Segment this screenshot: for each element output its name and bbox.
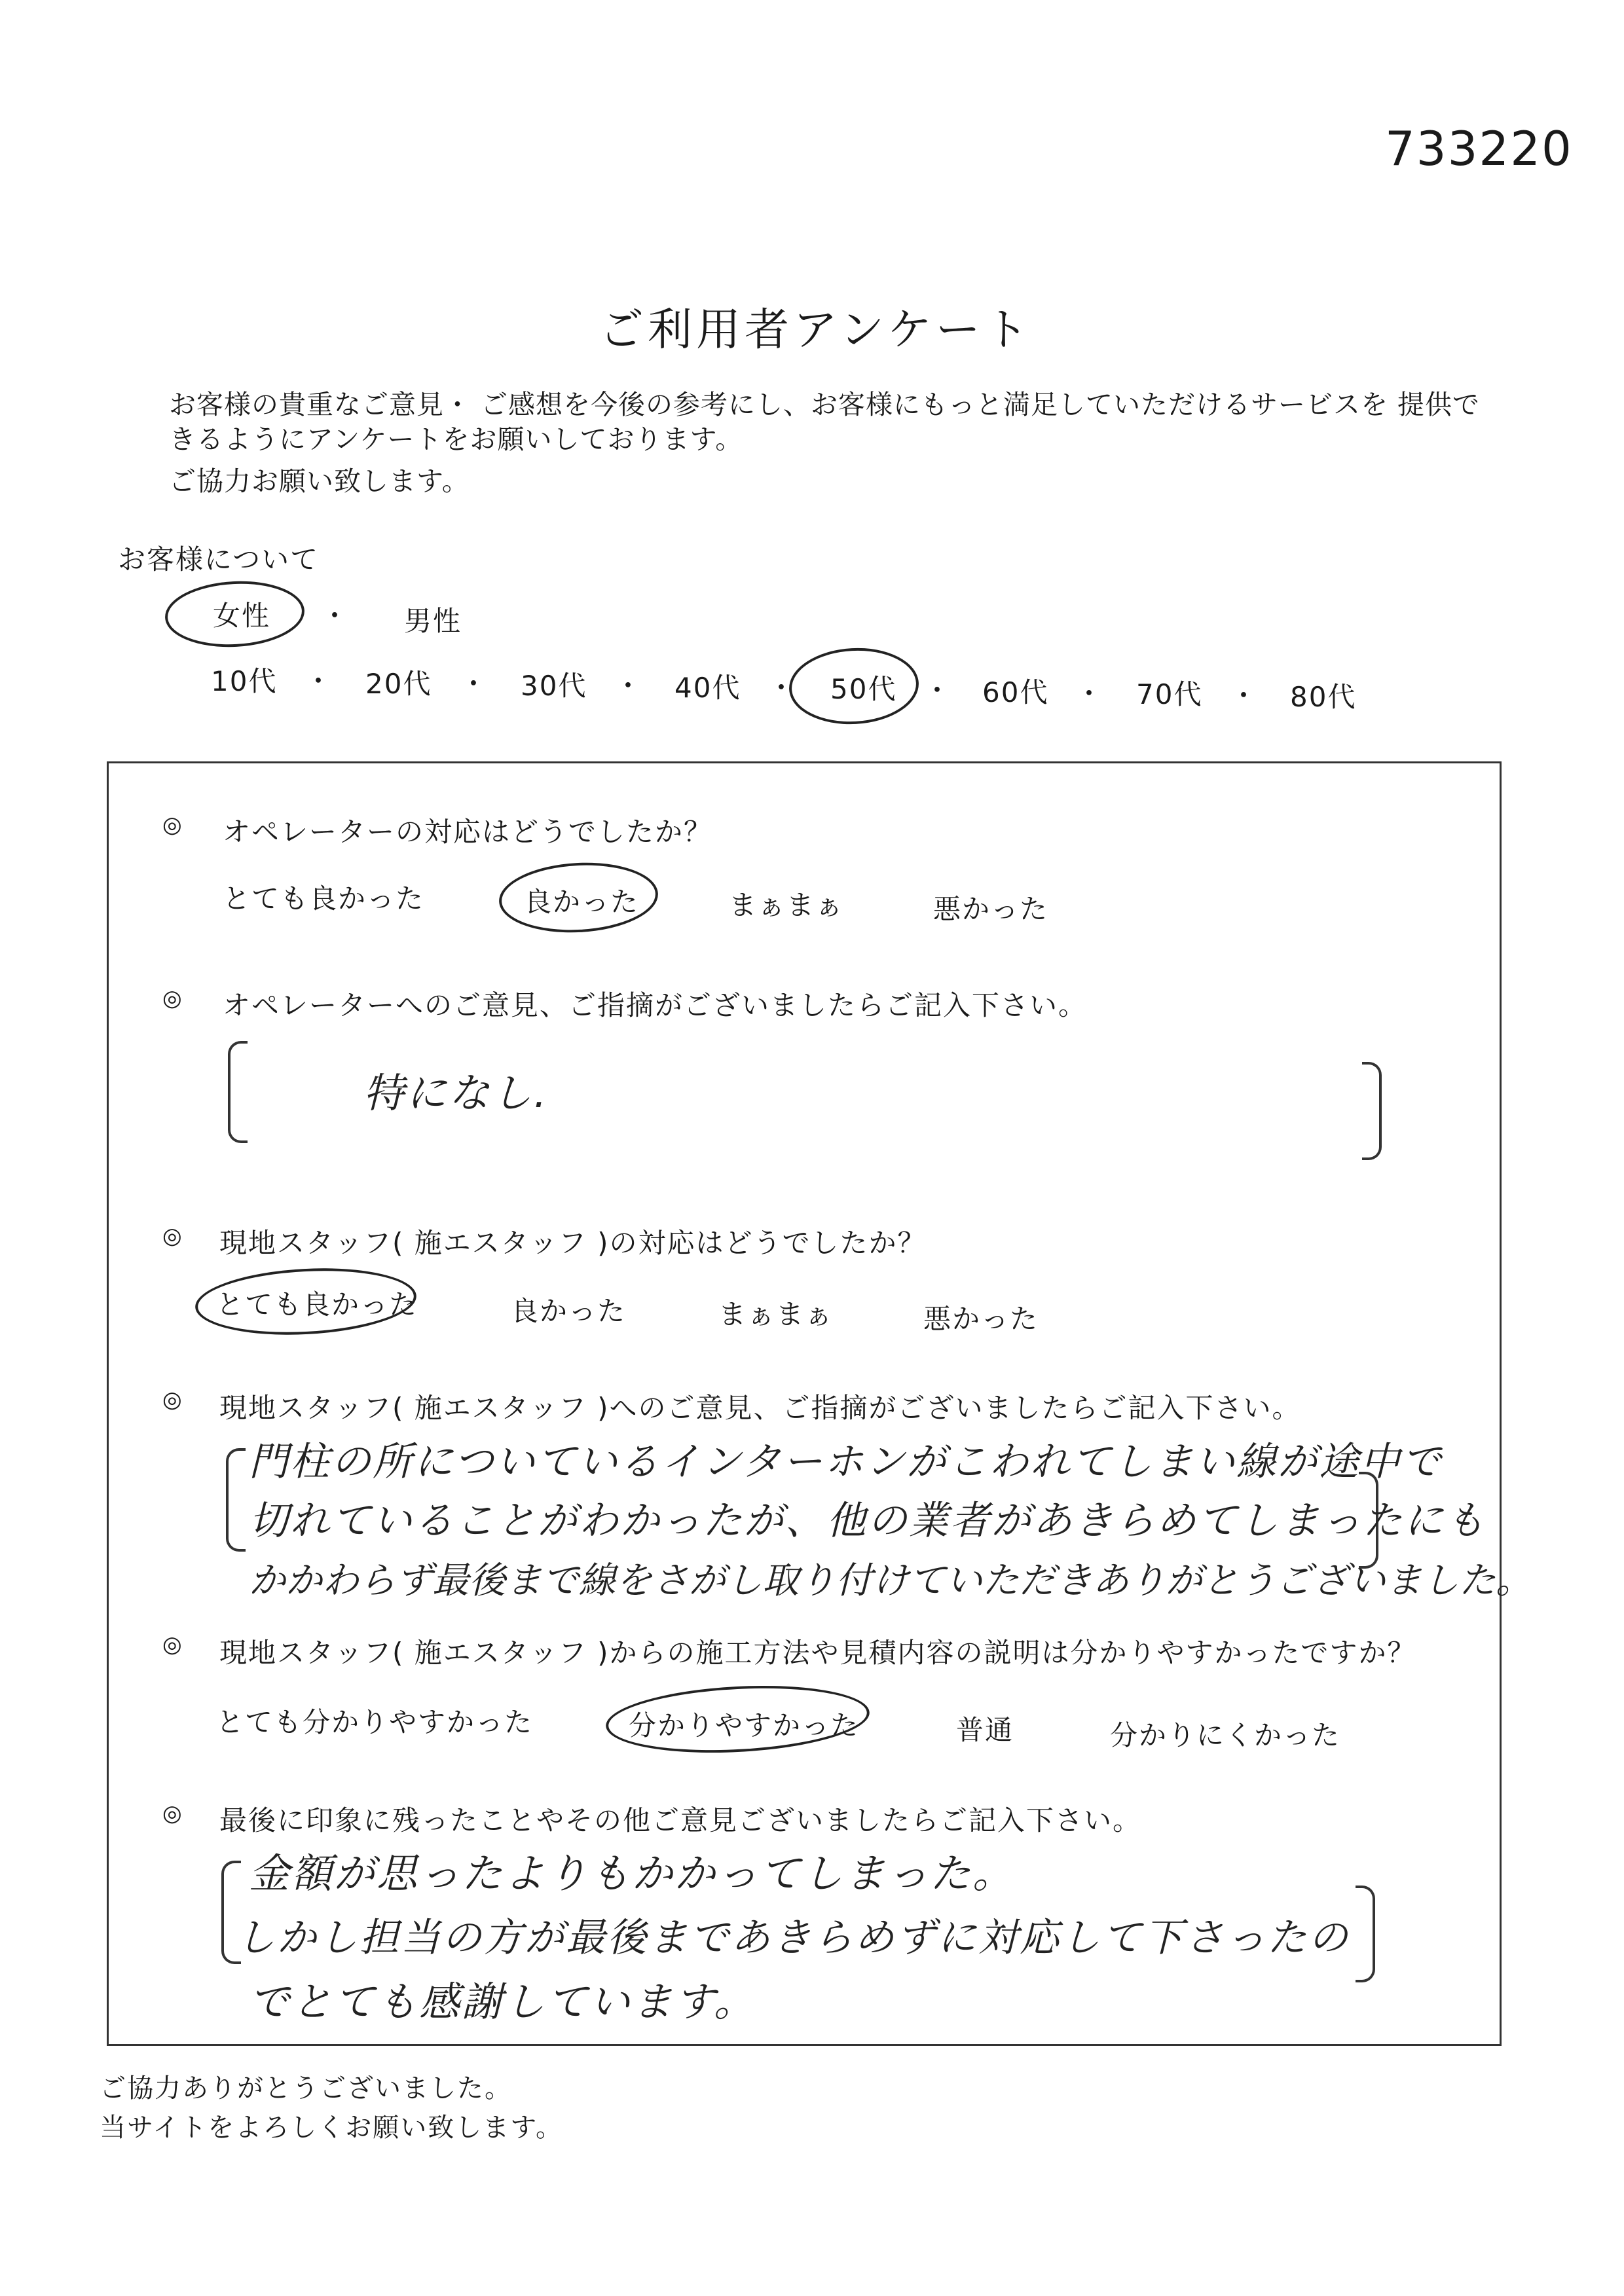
q2-answer: 特になし. bbox=[363, 1069, 549, 1117]
q4-question: 現地スタッフ( 施エスタッフ )へのご意見、ご指摘がございましたらご記入下さい。 bbox=[219, 1392, 1301, 1424]
bullet-icon: ◎ bbox=[162, 1800, 182, 1827]
bullet-icon: ◎ bbox=[162, 985, 182, 1011]
intro-line-3: ご協力お願い致します。 bbox=[169, 465, 470, 497]
age-60s[interactable]: 60代 bbox=[982, 676, 1049, 708]
age-10s[interactable]: 10代 bbox=[211, 665, 278, 697]
age-30s[interactable]: 30代 bbox=[521, 670, 587, 702]
q1-option-average[interactable]: まぁまぁ bbox=[729, 889, 845, 921]
age-20s[interactable]: 20代 bbox=[365, 668, 432, 700]
intro-line-2: きるようにアンケートをお願いしております。 bbox=[169, 424, 743, 455]
q3-option-bad[interactable]: 悪かった bbox=[923, 1303, 1039, 1335]
gender-female[interactable]: 女性 bbox=[213, 600, 271, 632]
q5-option-very-clear[interactable]: とても分かりやすかった bbox=[216, 1706, 534, 1738]
q6-question: 最後に印象に残ったことやその他ご意見ございましたらご記入下さい。 bbox=[219, 1804, 1142, 1836]
separator: ・ bbox=[614, 670, 644, 702]
answer-bracket-left bbox=[228, 1041, 248, 1143]
customer-heading: お客様について bbox=[118, 543, 320, 575]
q6-answer-line-3: でとても感謝しています。 bbox=[249, 1978, 757, 2026]
q5-question: 現地スタッフ( 施エスタッフ )からの施工方法や見積内容の説明は分かりやすかったですか？ bbox=[219, 1637, 1416, 1669]
q3-question: 現地スタッフ( 施エスタッフ )の対応はどうでしたか？ bbox=[219, 1227, 927, 1259]
bullet-icon: ◎ bbox=[162, 1631, 182, 1658]
q1-option-very-good[interactable]: とても良かった bbox=[223, 883, 425, 915]
separator: ・ bbox=[767, 672, 797, 704]
gender-male[interactable]: 男性 bbox=[404, 605, 462, 637]
answer-bracket-right bbox=[1362, 1062, 1382, 1160]
footer-site: 当サイトをよろしくお願い致します。 bbox=[100, 2113, 563, 2143]
age-70s[interactable]: 70代 bbox=[1136, 678, 1203, 710]
separator: ・ bbox=[460, 668, 489, 700]
separator: ・ bbox=[1075, 678, 1105, 710]
selected-mark-female bbox=[164, 577, 306, 650]
separator: ・ bbox=[304, 665, 334, 697]
age-40s[interactable]: 40代 bbox=[674, 672, 741, 704]
bullet-icon: ◎ bbox=[162, 1387, 182, 1413]
q3-option-average[interactable]: まぁまぁ bbox=[718, 1298, 834, 1330]
q6-answer-line-1: 金額が思ったよりもかかってしまった。 bbox=[249, 1850, 1016, 1897]
q1-option-good[interactable]: 良かった bbox=[524, 886, 640, 918]
q5-option-unclear[interactable]: 分かりにくかった bbox=[1110, 1719, 1341, 1751]
intro-line-1: お客様の貴重なご意見・ ご感想を今後の参考にし、お客様にもっと満足していただけるサービスを 提供で bbox=[169, 389, 1481, 420]
q1-option-bad[interactable]: 悪かった bbox=[933, 893, 1049, 925]
q6-answer-line-2: しかし担当の方が最後まであきらめずに対応して下さったの bbox=[236, 1915, 1350, 1961]
q4-answer-line-1: 門柱の所についているインターホンがこわれてしまい線が途中で bbox=[249, 1439, 1443, 1485]
separator: ・ bbox=[1230, 680, 1259, 712]
bullet-icon: ◎ bbox=[162, 1223, 182, 1249]
document-id: 733220 bbox=[1385, 121, 1573, 176]
q2-question: オペレーターへのご意見、ご指摘がございましたらご記入下さい。 bbox=[223, 989, 1088, 1021]
q4-answer-line-3: かかわらず最後まで線をさがし取り付けていただきありがとうございました。 bbox=[249, 1559, 1532, 1602]
q5-option-normal[interactable]: 普通 bbox=[956, 1714, 1014, 1746]
age-80s[interactable]: 80代 bbox=[1290, 681, 1357, 713]
bullet-icon: ◎ bbox=[162, 812, 182, 838]
answer-bracket-left bbox=[226, 1448, 246, 1552]
q4-answer-line-2: 切れていることがわかったが、他の業者があきらめてしまったにも bbox=[249, 1498, 1486, 1544]
q1-question: オペレーターの対応はどうでしたか？ bbox=[223, 816, 713, 848]
q5-option-clear[interactable]: 分かりやすかった bbox=[629, 1709, 860, 1741]
separator: ・ bbox=[321, 600, 350, 632]
footer-thanks: ご協力ありがとうございました。 bbox=[100, 2073, 512, 2104]
q3-option-good[interactable]: 良かった bbox=[511, 1295, 627, 1327]
separator: ・ bbox=[923, 674, 953, 706]
selected-mark-50s bbox=[787, 645, 921, 727]
age-50s[interactable]: 50代 bbox=[830, 673, 897, 705]
q3-option-very-good[interactable]: とても良かった bbox=[216, 1288, 418, 1321]
page-title: ご利用者アンケート bbox=[599, 304, 1033, 356]
answer-bracket-right bbox=[1356, 1886, 1375, 1982]
